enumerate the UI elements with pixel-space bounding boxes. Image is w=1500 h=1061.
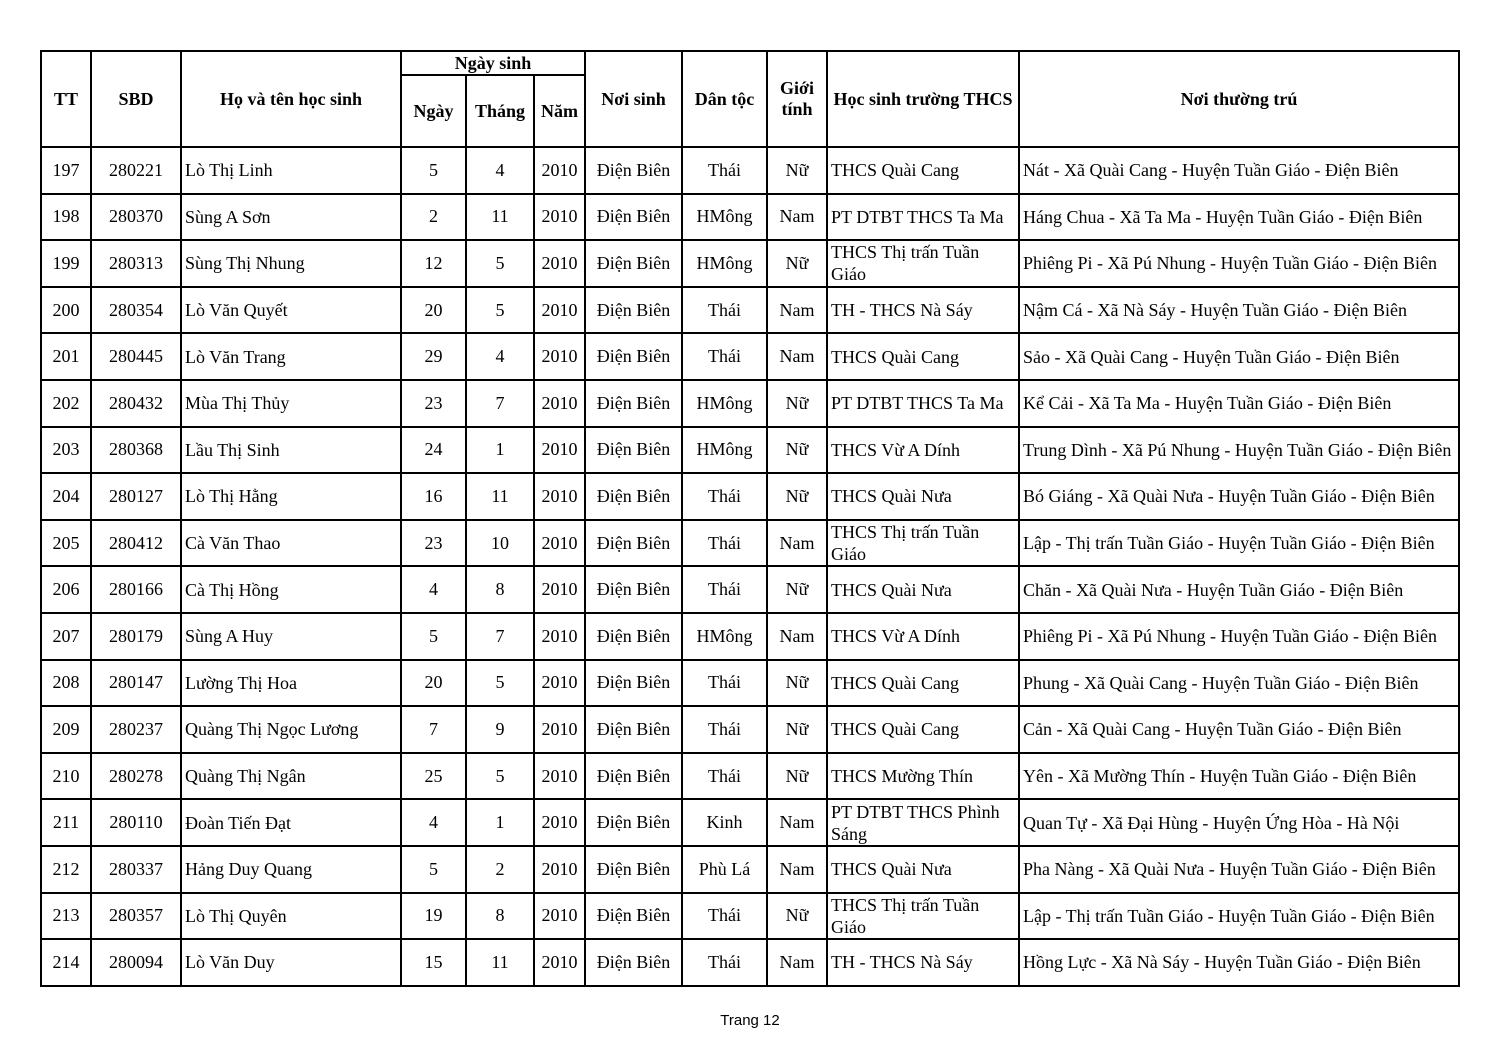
cell-gender: Nam	[767, 333, 827, 380]
cell-year: 2010	[534, 613, 585, 660]
cell-residence: Kể Cải - Xã Ta Ma - Huyện Tuần Giáo - Điện Biên	[1019, 380, 1459, 427]
cell-birthplace: Điện Biên	[585, 147, 682, 194]
cell-sbd: 280094	[91, 939, 181, 986]
table-row	[41, 240, 1459, 287]
cell-name: Cà Văn Thao	[181, 520, 401, 567]
cell-name: Lò Thị Hằng	[181, 473, 401, 520]
cell-school: THCS Quài Nưa	[827, 473, 1019, 520]
cell-birthplace: Điện Biên	[585, 240, 682, 287]
cell-school: THCS Quài Cang	[827, 660, 1019, 707]
cell-tt: 203	[41, 427, 91, 474]
cell-year: 2010	[534, 147, 585, 194]
cell-tt: 206	[41, 566, 91, 613]
cell-school: THCS Quài Nưa	[827, 846, 1019, 893]
header-day: Ngày	[401, 75, 466, 147]
cell-birthplace: Điện Biên	[585, 799, 682, 846]
table-row	[41, 287, 1459, 334]
table-row	[41, 799, 1459, 846]
cell-name: Hảng Duy Quang	[181, 846, 401, 893]
cell-month: 5	[466, 660, 534, 707]
cell-ethnicity: Thái	[682, 939, 767, 986]
cell-school: THCS Quài Cang	[827, 333, 1019, 380]
cell-gender: Nam	[767, 939, 827, 986]
table-row	[41, 939, 1459, 986]
table-row	[41, 566, 1459, 613]
cell-school: PT DTBT THCS Ta Ma	[827, 194, 1019, 241]
cell-name: Quàng Thị Ngọc Lương	[181, 706, 401, 753]
cell-gender: Nam	[767, 194, 827, 241]
table-row	[41, 520, 1459, 567]
cell-name: Lường Thị Hoa	[181, 660, 401, 707]
cell-year: 2010	[534, 753, 585, 800]
cell-ethnicity: Thái	[682, 893, 767, 940]
table-row	[41, 846, 1459, 893]
cell-tt: 199	[41, 240, 91, 287]
cell-residence: Nậm Cá - Xã Nà Sáy - Huyện Tuần Giáo - Điện Biên	[1019, 287, 1459, 334]
cell-sbd: 280278	[91, 753, 181, 800]
cell-school: THCS Quài Cang	[827, 147, 1019, 194]
cell-day: 5	[401, 613, 466, 660]
cell-month: 2	[466, 846, 534, 893]
cell-tt: 201	[41, 333, 91, 380]
cell-year: 2010	[534, 427, 585, 474]
cell-tt: 208	[41, 660, 91, 707]
cell-year: 2010	[534, 287, 585, 334]
cell-name: Mùa Thị Thủy	[181, 380, 401, 427]
cell-birthplace: Điện Biên	[585, 613, 682, 660]
cell-birthplace: Điện Biên	[585, 753, 682, 800]
cell-school: TH - THCS Nà Sáy	[827, 287, 1019, 334]
cell-tt: 209	[41, 706, 91, 753]
cell-ethnicity: Thái	[682, 660, 767, 707]
cell-sbd: 280354	[91, 287, 181, 334]
header-birthplace: Nơi sinh	[585, 51, 682, 147]
cell-residence: Chăn - Xã Quài Nưa - Huyện Tuần Giáo - Điện Biên	[1019, 566, 1459, 613]
cell-gender: Nữ	[767, 893, 827, 940]
table-row	[41, 753, 1459, 800]
header-sbd: SBD	[91, 51, 181, 147]
cell-ethnicity: Thái	[682, 520, 767, 567]
cell-name: Lò Văn Duy	[181, 939, 401, 986]
cell-day: 12	[401, 240, 466, 287]
cell-residence: Sảo - Xã Quài Cang - Huyện Tuần Giáo - Điện Biên	[1019, 333, 1459, 380]
cell-name: Sùng Thị Nhung	[181, 240, 401, 287]
cell-name: Sùng A Sơn	[181, 194, 401, 241]
cell-ethnicity: HMông	[682, 427, 767, 474]
cell-tt: 200	[41, 287, 91, 334]
cell-tt: 205	[41, 520, 91, 567]
cell-ethnicity: Thái	[682, 473, 767, 520]
cell-tt: 198	[41, 194, 91, 241]
cell-month: 5	[466, 287, 534, 334]
cell-tt: 210	[41, 753, 91, 800]
cell-month: 8	[466, 893, 534, 940]
cell-month: 7	[466, 613, 534, 660]
cell-name: Cà Thị Hồng	[181, 566, 401, 613]
cell-ethnicity: Thái	[682, 287, 767, 334]
cell-ethnicity: Thái	[682, 147, 767, 194]
cell-residence: Lập - Thị trấn Tuần Giáo - Huyện Tuần Giáo - Điện Biên	[1019, 520, 1459, 567]
header-gender-line1: Giới	[780, 78, 814, 98]
cell-sbd: 280110	[91, 799, 181, 846]
cell-birthplace: Điện Biên	[585, 427, 682, 474]
cell-name: Quàng Thị Ngân	[181, 753, 401, 800]
cell-tt: 211	[41, 799, 91, 846]
cell-month: 8	[466, 566, 534, 613]
table-row	[41, 473, 1459, 520]
cell-day: 4	[401, 799, 466, 846]
cell-tt: 214	[41, 939, 91, 986]
cell-residence: Phung - Xã Quài Cang - Huyện Tuần Giáo - Điện Biên	[1019, 660, 1459, 707]
cell-gender: Nữ	[767, 380, 827, 427]
cell-school: THCS Quài Nưa	[827, 566, 1019, 613]
cell-birthplace: Điện Biên	[585, 566, 682, 613]
cell-gender: Nam	[767, 799, 827, 846]
cell-year: 2010	[534, 240, 585, 287]
cell-birthplace: Điện Biên	[585, 287, 682, 334]
cell-birthplace: Điện Biên	[585, 380, 682, 427]
cell-birthplace: Điện Biên	[585, 194, 682, 241]
table-row	[41, 380, 1459, 427]
cell-gender: Nam	[767, 846, 827, 893]
cell-school: PT DTBT THCS Phình Sáng	[827, 799, 1019, 846]
cell-ethnicity: HMông	[682, 613, 767, 660]
cell-residence: Phiêng Pi - Xã Pú Nhung - Huyện Tuần Giáo - Điện Biên	[1019, 613, 1459, 660]
cell-school: TH - THCS Nà Sáy	[827, 939, 1019, 986]
cell-residence: Trung Dình - Xã Pú Nhung - Huyện Tuần Giáo - Điện Biên	[1019, 427, 1459, 474]
cell-gender: Nữ	[767, 566, 827, 613]
cell-birthplace: Điện Biên	[585, 893, 682, 940]
cell-birthplace: Điện Biên	[585, 846, 682, 893]
cell-day: 5	[401, 846, 466, 893]
cell-name: Lầu Thị Sinh	[181, 427, 401, 474]
cell-birthplace: Điện Biên	[585, 660, 682, 707]
cell-day: 5	[401, 147, 466, 194]
cell-year: 2010	[534, 846, 585, 893]
cell-sbd: 280237	[91, 706, 181, 753]
cell-residence: Hồng Lực - Xã Nà Sáy - Huyện Tuần Giáo - Điện Biên	[1019, 939, 1459, 986]
cell-month: 7	[466, 380, 534, 427]
cell-residence: Nát - Xã Quài Cang - Huyện Tuần Giáo - Điện Biên	[1019, 147, 1459, 194]
cell-residence: Quan Tự - Xã Đại Hùng - Huyện Ứng Hòa - Hà Nội	[1019, 799, 1459, 846]
table-row	[41, 147, 1459, 194]
cell-sbd: 280179	[91, 613, 181, 660]
cell-sbd: 280432	[91, 380, 181, 427]
cell-month: 5	[466, 240, 534, 287]
cell-school: THCS Quài Cang	[827, 706, 1019, 753]
header-month: Tháng	[466, 75, 534, 147]
cell-ethnicity: Thái	[682, 706, 767, 753]
cell-month: 11	[466, 473, 534, 520]
cell-sbd: 280357	[91, 893, 181, 940]
cell-sbd: 280127	[91, 473, 181, 520]
cell-year: 2010	[534, 939, 585, 986]
cell-gender: Nữ	[767, 427, 827, 474]
cell-ethnicity: HMông	[682, 380, 767, 427]
cell-gender: Nữ	[767, 706, 827, 753]
cell-year: 2010	[534, 473, 585, 520]
cell-name: Sùng A Huy	[181, 613, 401, 660]
cell-year: 2010	[534, 194, 585, 241]
cell-ethnicity: Kinh	[682, 799, 767, 846]
header-year: Năm	[534, 75, 585, 147]
cell-sbd: 280412	[91, 520, 181, 567]
cell-sbd: 280370	[91, 194, 181, 241]
cell-name: Lò Văn Quyết	[181, 287, 401, 334]
cell-gender: Nữ	[767, 147, 827, 194]
cell-day: 19	[401, 893, 466, 940]
cell-sbd: 280221	[91, 147, 181, 194]
cell-birthplace: Điện Biên	[585, 333, 682, 380]
cell-day: 16	[401, 473, 466, 520]
cell-tt: 207	[41, 613, 91, 660]
cell-month: 1	[466, 799, 534, 846]
cell-ethnicity: Thái	[682, 753, 767, 800]
cell-residence: Pha Nàng - Xã Quài Nưa - Huyện Tuần Giáo - Điện Biên	[1019, 846, 1459, 893]
cell-year: 2010	[534, 566, 585, 613]
cell-gender: Nam	[767, 613, 827, 660]
cell-school: THCS Vừ A Dính	[827, 427, 1019, 474]
cell-day: 23	[401, 520, 466, 567]
cell-day: 20	[401, 660, 466, 707]
cell-residence: Bó Giáng - Xã Quài Nưa - Huyện Tuần Giáo - Điện Biên	[1019, 473, 1459, 520]
cell-birthplace: Điện Biên	[585, 939, 682, 986]
cell-school: PT DTBT THCS Ta Ma	[827, 380, 1019, 427]
cell-day: 24	[401, 427, 466, 474]
cell-day: 29	[401, 333, 466, 380]
cell-month: 11	[466, 939, 534, 986]
cell-gender: Nam	[767, 287, 827, 334]
table-row	[41, 893, 1459, 940]
cell-tt: 197	[41, 147, 91, 194]
cell-school: THCS Thị trấn Tuần Giáo	[827, 520, 1019, 567]
cell-sbd: 280445	[91, 333, 181, 380]
cell-year: 2010	[534, 706, 585, 753]
table-row	[41, 333, 1459, 380]
header-name: Họ và tên học sinh	[181, 51, 401, 147]
cell-month: 10	[466, 520, 534, 567]
cell-month: 4	[466, 147, 534, 194]
table-row	[41, 194, 1459, 241]
cell-month: 4	[466, 333, 534, 380]
cell-name: Lò Thị Quyên	[181, 893, 401, 940]
header-school: Học sinh trường THCS	[827, 51, 1019, 147]
cell-gender: Nữ	[767, 473, 827, 520]
header-dob-group: Ngày sinh	[401, 51, 585, 75]
cell-school: THCS Mường Thín	[827, 753, 1019, 800]
header-ethnicity: Dân tộc	[682, 51, 767, 147]
table-row	[41, 427, 1459, 474]
header-residence: Nơi thường trú	[1019, 51, 1459, 147]
cell-residence: Háng Chua - Xã Ta Ma - Huyện Tuần Giáo - Điện Biên	[1019, 194, 1459, 241]
header-gender-line2: tính	[781, 99, 813, 119]
cell-sbd: 280337	[91, 846, 181, 893]
cell-gender: Nữ	[767, 240, 827, 287]
cell-year: 2010	[534, 380, 585, 427]
cell-residence: Lập - Thị trấn Tuần Giáo - Huyện Tuần Giáo - Điện Biên	[1019, 893, 1459, 940]
cell-year: 2010	[534, 799, 585, 846]
cell-tt: 212	[41, 846, 91, 893]
cell-school: THCS Vừ A Dính	[827, 613, 1019, 660]
cell-month: 5	[466, 753, 534, 800]
page-number: Trang 12	[720, 1012, 780, 1029]
table-row	[41, 613, 1459, 660]
cell-ethnicity: Thái	[682, 566, 767, 613]
table-body	[41, 147, 1459, 986]
cell-residence: Yên - Xã Mường Thín - Huyện Tuần Giáo - Điện Biên	[1019, 753, 1459, 800]
header-tt: TT	[41, 51, 91, 147]
cell-gender: Nam	[767, 520, 827, 567]
cell-residence: Cản - Xã Quài Cang - Huyện Tuần Giáo - Điện Biên	[1019, 706, 1459, 753]
table-header	[41, 51, 1459, 147]
cell-ethnicity: HMông	[682, 194, 767, 241]
cell-gender: Nữ	[767, 753, 827, 800]
cell-month: 11	[466, 194, 534, 241]
header-gender	[767, 51, 827, 147]
cell-tt: 213	[41, 893, 91, 940]
cell-day: 20	[401, 287, 466, 334]
cell-ethnicity: Thái	[682, 333, 767, 380]
table-row	[41, 706, 1459, 753]
cell-sbd: 280166	[91, 566, 181, 613]
student-table	[40, 50, 1460, 987]
cell-sbd: 280313	[91, 240, 181, 287]
cell-gender: Nữ	[767, 660, 827, 707]
cell-month: 1	[466, 427, 534, 474]
cell-day: 7	[401, 706, 466, 753]
cell-name: Đoàn Tiến Đạt	[181, 799, 401, 846]
cell-sbd: 280368	[91, 427, 181, 474]
cell-birthplace: Điện Biên	[585, 706, 682, 753]
cell-year: 2010	[534, 333, 585, 380]
cell-day: 15	[401, 939, 466, 986]
cell-school: THCS Thị trấn Tuần Giáo	[827, 240, 1019, 287]
cell-tt: 204	[41, 473, 91, 520]
cell-day: 4	[401, 566, 466, 613]
cell-year: 2010	[534, 520, 585, 567]
table-row	[41, 660, 1459, 707]
cell-ethnicity: Phù Lá	[682, 846, 767, 893]
cell-sbd: 280147	[91, 660, 181, 707]
cell-year: 2010	[534, 893, 585, 940]
cell-day: 2	[401, 194, 466, 241]
cell-birthplace: Điện Biên	[585, 520, 682, 567]
cell-name: Lò Văn Trang	[181, 333, 401, 380]
cell-ethnicity: HMông	[682, 240, 767, 287]
cell-month: 9	[466, 706, 534, 753]
cell-school: THCS Thị trấn Tuần Giáo	[827, 893, 1019, 940]
cell-residence: Phiêng Pi - Xã Pú Nhung - Huyện Tuần Giáo - Điện Biên	[1019, 240, 1459, 287]
cell-year: 2010	[534, 660, 585, 707]
cell-tt: 202	[41, 380, 91, 427]
cell-day: 23	[401, 380, 466, 427]
cell-day: 25	[401, 753, 466, 800]
cell-name: Lò Thị Linh	[181, 147, 401, 194]
cell-birthplace: Điện Biên	[585, 473, 682, 520]
